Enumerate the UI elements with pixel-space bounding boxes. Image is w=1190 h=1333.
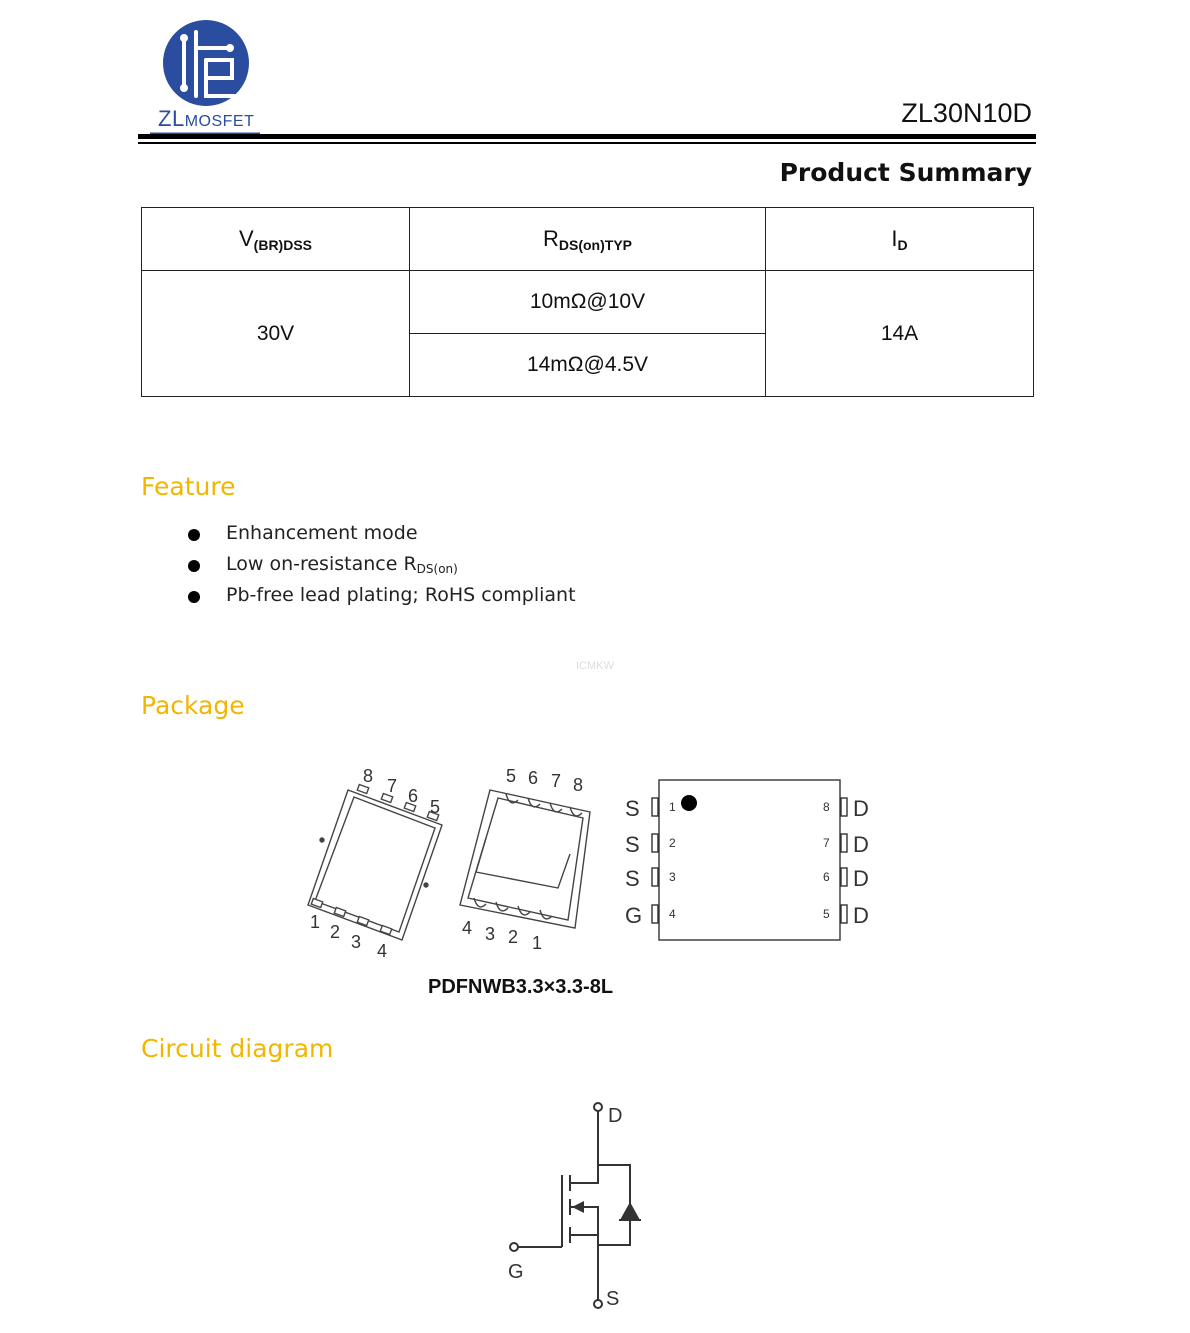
pin-number: 6	[823, 870, 830, 884]
pin-label: 8	[573, 775, 584, 795]
bullet-icon	[188, 560, 200, 572]
pin-label: 7	[387, 776, 398, 796]
pin-number: 5	[823, 907, 830, 921]
header-id: $I_D$	[766, 208, 1034, 271]
pin-label: 4	[377, 941, 388, 961]
value-id: 14A	[766, 271, 1034, 397]
pinout-right-numbers	[823, 800, 830, 921]
pin-number: 7	[823, 836, 830, 850]
pin-label: 1	[310, 912, 321, 932]
pinout-left-numbers	[669, 800, 676, 921]
table-row	[142, 271, 1034, 334]
mosfet-circuit-symbol	[500, 1095, 650, 1315]
bullet-icon	[188, 591, 200, 603]
pin-name: D	[853, 866, 869, 891]
pin-label: 2	[508, 927, 519, 947]
source-label: S	[606, 1288, 620, 1310]
pin-label: 7	[551, 771, 562, 791]
package-top-view	[308, 784, 442, 940]
header-rds-on: $R_{DS(on)TYP}$	[410, 208, 766, 271]
product-summary-table	[141, 207, 1034, 397]
pin-name: D	[853, 832, 869, 857]
pin-label: 1	[532, 933, 543, 953]
product-summary-title: Product Summary	[779, 158, 1032, 187]
pin-number: 3	[669, 870, 676, 884]
watermark: ICMKW	[576, 660, 614, 672]
pin-label: 5	[506, 766, 517, 786]
pin-label: 3	[485, 924, 496, 944]
pinout-right-names	[853, 796, 869, 928]
logo-wordmark	[158, 106, 254, 132]
pin-label: 6	[408, 786, 419, 806]
package-drawing	[300, 760, 890, 965]
header-vbr-dss: $V_{(BR)DSS}$	[142, 208, 410, 271]
gate-label: G	[508, 1261, 524, 1283]
value-vbr-dss: 30V	[142, 271, 410, 397]
package-label: PDFNWB3.3×3.3-8L	[428, 976, 614, 998]
pin-name: D	[853, 796, 869, 821]
package-title: Package	[141, 691, 245, 720]
pin-label: 6	[528, 768, 539, 788]
package-bottom-view	[460, 790, 590, 928]
feature-list	[186, 522, 576, 615]
header-rule-thin	[138, 142, 1036, 144]
logo-text-sub: MOSFET	[184, 113, 255, 130]
pin-name: D	[853, 903, 869, 928]
part-number: ZL30N10D	[901, 98, 1032, 128]
pin-name: S	[625, 866, 640, 891]
pin-label: 8	[363, 766, 374, 786]
pin-number: 4	[669, 907, 676, 921]
bullet-icon	[188, 529, 200, 541]
pin1-marker-icon	[681, 795, 697, 811]
header-rule-thick	[138, 134, 1036, 139]
pin-label: 5	[430, 797, 441, 817]
list-item: Low on-resistance $R_{DS(on)}$	[186, 553, 576, 584]
pin-name: S	[625, 796, 640, 821]
value-rds-on-4v5: 14mΩ@4.5V	[410, 334, 766, 397]
pin-name: G	[625, 903, 643, 928]
drain-label: D	[608, 1105, 623, 1127]
circuit-diagram-title: Circuit diagram	[141, 1034, 334, 1063]
table-header-row	[142, 208, 1034, 271]
pin-label: 3	[351, 932, 362, 952]
pinout-left-names	[625, 796, 642, 928]
logo-text-main: ZL	[158, 106, 185, 131]
feature-title: Feature	[141, 472, 236, 501]
list-item: Enhancement mode	[186, 522, 576, 553]
value-rds-on-10v: 10mΩ@10V	[410, 271, 766, 334]
list-item: Pb-free lead plating; RoHS compliant	[186, 584, 576, 615]
pin-label: 4	[462, 918, 473, 938]
pin-label: 2	[330, 922, 341, 942]
pin-number: 8	[823, 800, 830, 814]
pin-number: 2	[669, 836, 676, 850]
pin-name: S	[625, 832, 640, 857]
diode-icon	[620, 1202, 640, 1220]
pin-number: 1	[669, 800, 676, 814]
arrow-icon	[572, 1201, 584, 1213]
